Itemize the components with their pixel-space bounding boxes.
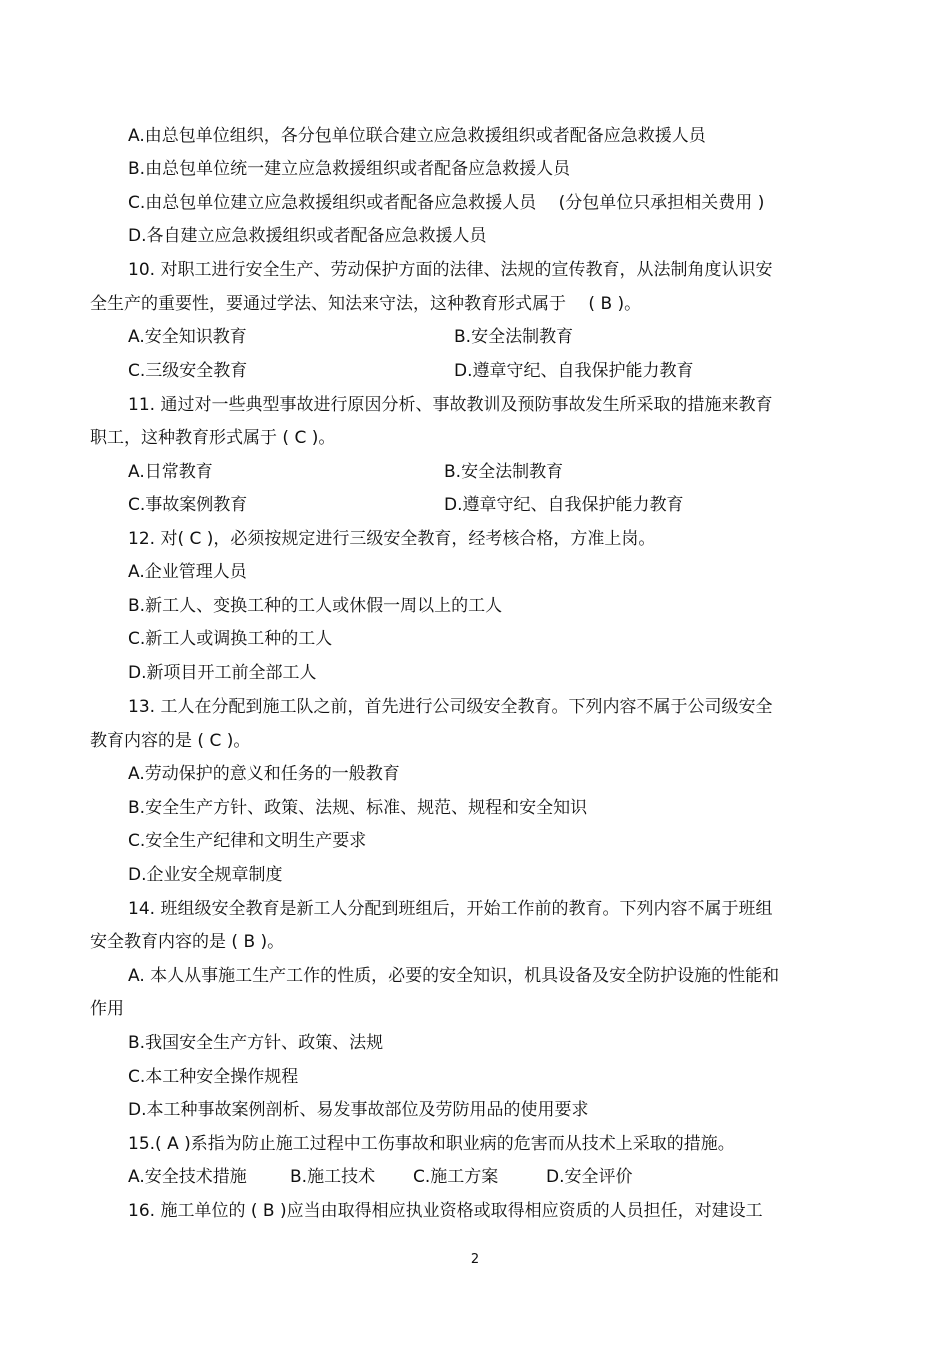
q12-text: 12. 对( C )，必须按规定进行三级安全教育，经考核合格，方准上岗。 [128, 529, 656, 549]
q11-text: 11. 通过对一些典型事故进行原因分析、事故教训及预防事故发生所采取的措施来教育 [128, 395, 773, 415]
q15-option-a: A.安全技术措施 [128, 1167, 247, 1187]
q10-option-a: A.安全知识教育 [128, 327, 247, 347]
q16-text: 16. 施工单位的 ( B )应当由取得相应执业资格或取得相应资质的人员担任，对建设工 [128, 1201, 763, 1221]
q9-option-c: C.由总包单位建立应急救援组织或者配备应急救援人员 (分包单位只承担相关费用 ) [128, 193, 765, 213]
q10-option-c: C.三级安全教育 [128, 361, 248, 381]
q12-option-b: B.新工人、变换工种的工人或休假一周以上的工人 [128, 596, 503, 616]
q14-option-a-cont: 作用 [90, 999, 124, 1019]
q9-option-d: D.各自建立应急救援组织或者配备应急救援人员 [128, 226, 487, 246]
q9-option-b: B.由总包单位统一建立应急救援组织或者配备应急救援人员 [128, 159, 571, 179]
q13-option-a: A.劳动保护的意义和任务的一般教育 [128, 764, 400, 784]
q15-option-d: D.安全评价 [546, 1167, 633, 1187]
q14-option-b: B.我国安全生产方针、政策、法规 [128, 1033, 384, 1053]
q14-text-cont: 安全教育内容的是 ( B )。 [90, 932, 285, 952]
q12-option-a: A.企业管理人员 [128, 562, 247, 582]
q14-option-a: A. 本人从事施工生产工作的性质，必要的安全知识，机具设备及安全防护设施的性能和 [128, 966, 780, 986]
q9-option-a: A.由总包单位组织，各分包单位联合建立应急救援组织或者配备应急救援人员 [128, 126, 706, 146]
q13-option-b: B.安全生产方针、政策、法规、标准、规范、规程和安全知识 [128, 798, 588, 818]
q11-text-cont: 职工，这种教育形式属于 ( C )。 [90, 428, 336, 448]
q10-option-d: D.遵章守纪、自我保护能力教育 [454, 361, 694, 381]
q10-text-cont: 全生产的重要性，要通过学法、知法来守法，这种教育形式属于 ( B )。 [90, 294, 642, 314]
q15-option-b: B.施工技术 [290, 1167, 376, 1187]
q14-option-d: D.本工种事故案例剖析、易发事故部位及劳防用品的使用要求 [128, 1100, 589, 1120]
q10-text: 10. 对职工进行安全生产、劳动保护方面的法律、法规的宣传教育，从法制角度认识安 [128, 260, 773, 280]
q11-option-a: A.日常教育 [128, 462, 213, 482]
q13-option-c: C.安全生产纪律和文明生产要求 [128, 831, 367, 851]
q15-text: 15.( A )系指为防止施工过程中工伤事故和职业病的危害而从技术上采取的措施。 [128, 1134, 735, 1154]
q13-option-d: D.企业安全规章制度 [128, 865, 283, 885]
q11-option-b: B.安全法制教育 [444, 462, 564, 482]
q11-option-d: D.遵章守纪、自我保护能力教育 [444, 495, 684, 515]
q15-option-c: C.施工方案 [413, 1167, 499, 1187]
q14-option-c: C.本工种安全操作规程 [128, 1067, 299, 1087]
q10-option-b: B.安全法制教育 [454, 327, 574, 347]
q14-text: 14. 班组级安全教育是新工人分配到班组后，开始工作前的教育。下列内容不属于班组 [128, 899, 773, 919]
q13-text-cont: 教育内容的是 ( C )。 [90, 731, 251, 751]
page-number: 2 [470, 1252, 480, 1267]
q12-option-c: C.新工人或调换工种的工人 [128, 629, 333, 649]
q11-option-c: C.事故案例教育 [128, 495, 248, 515]
q13-text: 13. 工人在分配到施工队之前，首先进行公司级安全教育。下列内容不属于公司级安全 [128, 697, 773, 717]
q12-option-d: D.新项目开工前全部工人 [128, 663, 317, 683]
